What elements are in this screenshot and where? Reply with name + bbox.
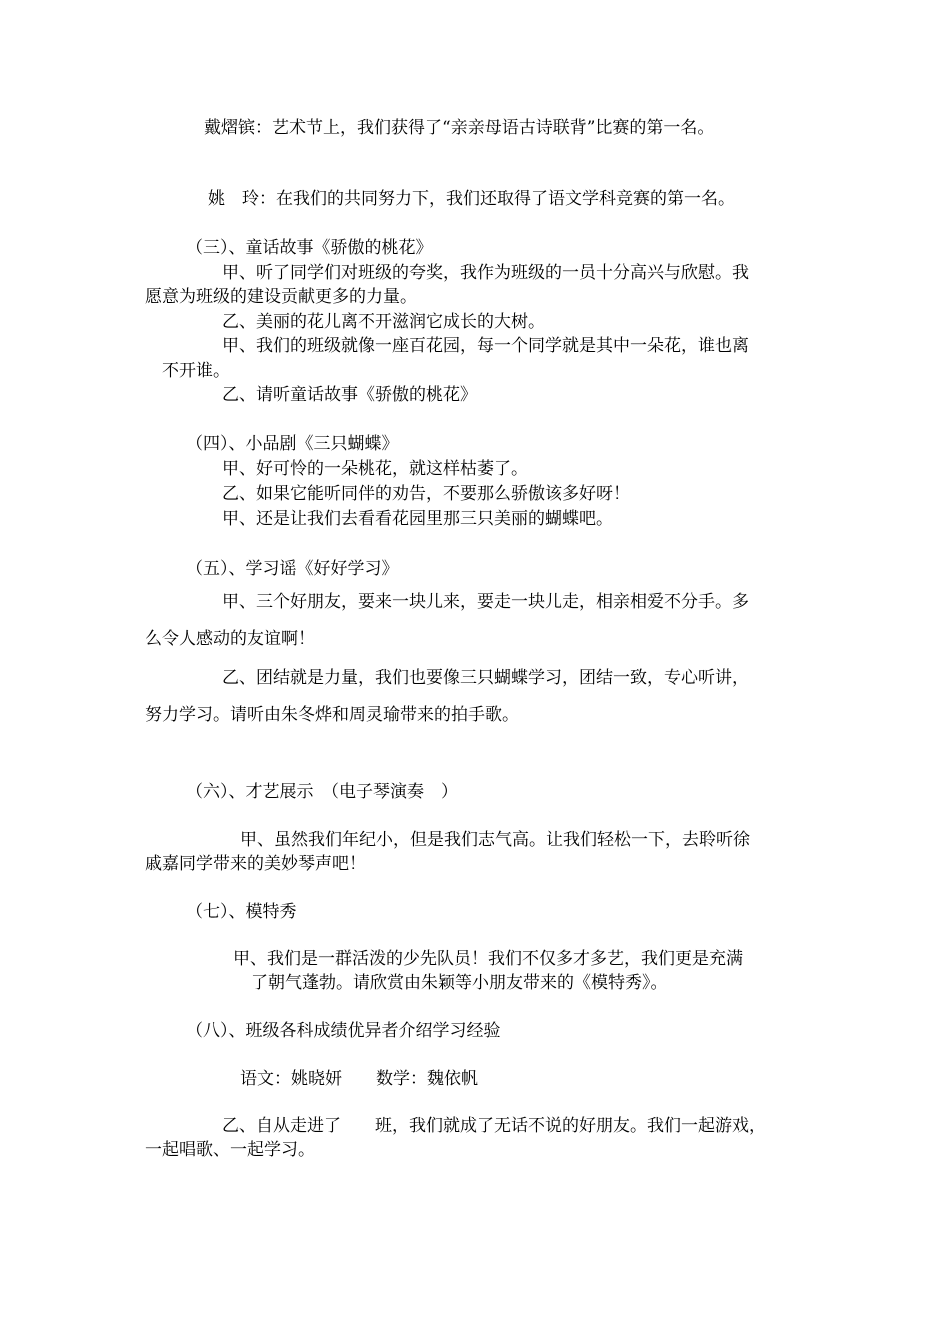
dialogue-line: 戴熠镔：艺术节上，我们获得了“亲亲母语古诗联背”比赛的第一名。	[204, 118, 715, 138]
section-heading: （四）、小品剧《三只蝴蝶》	[186, 434, 399, 454]
dialogue-line: 么令人感动的友谊啊！	[145, 629, 315, 649]
dialogue-line: 乙、请听童话故事《骄傲的桃花》	[222, 385, 477, 405]
dialogue-line: 努力学习。请听由朱冬烨和周灵瑜带来的拍手歌。	[145, 705, 519, 725]
section-heading: （八）、班级各科成绩优异者介绍学习经验	[186, 1021, 501, 1041]
dialogue-line: 了朝气蓬勃。请欣赏由朱颖等小朋友带来的《模特秀》。	[251, 973, 668, 993]
section-heading: （六）、才艺展示 （电子琴演奏 ）	[186, 782, 458, 802]
dialogue-line: 姚 玲：在我们的共同努力下，我们还取得了语文学科竞赛的第一名。	[208, 189, 735, 209]
dialogue-line: 乙、如果它能听同伴的劝告，不要那么骄傲该多好呀！	[222, 484, 630, 504]
section-heading: （五）、学习谣《好好学习》	[186, 559, 399, 579]
dialogue-line: 甲、三个好朋友，要来一块儿来，要走一块儿走，相亲相爱不分手。多	[222, 592, 749, 612]
dialogue-line: 甲、听了同学们对班级的夸奖，我作为班级的一员十分高兴与欣慰。我	[222, 263, 749, 283]
dialogue-line: 甲、我们的班级就像一座百花园，每一个同学就是其中一朵花，谁也离	[222, 336, 749, 356]
section-heading: （三）、童话故事《骄傲的桃花》	[186, 238, 433, 258]
dialogue-line: 乙、团结就是力量，我们也要像三只蝴蝶学习，团结一致，专心听讲，	[222, 668, 749, 688]
dialogue-line: 甲、我们是一群活泼的少先队员！我们不仅多才多艺，我们更是充满	[233, 949, 743, 969]
dialogue-line: 乙、美丽的花儿离不开滋润它成长的大树。	[222, 312, 545, 332]
dialogue-line: 愿意为班级的建设贡献更多的力量。	[145, 287, 417, 307]
dialogue-line: 甲、好可怜的一朵桃花，就这样枯萎了。	[222, 459, 528, 479]
dialogue-line: 甲、还是让我们去看看花园里那三只美丽的蝴蝶吧。	[222, 509, 613, 529]
dialogue-line: 戚嘉同学带来的美妙琴声吧！	[145, 854, 366, 874]
dialogue-line: 乙、自从走进了 班，我们就成了无话不说的好朋友。我们一起游戏，	[222, 1116, 766, 1136]
dialogue-line: 不开谁。	[162, 361, 230, 381]
dialogue-line: 一起唱歌、一起学习。	[145, 1140, 315, 1160]
section-heading: （七）、模特秀	[186, 902, 297, 922]
subject-names: 语文：姚晓妍 数学：魏依帆	[240, 1069, 478, 1089]
dialogue-line: 甲、虽然我们年纪小，但是我们志气高。让我们轻松一下，去聆听徐	[240, 830, 750, 850]
